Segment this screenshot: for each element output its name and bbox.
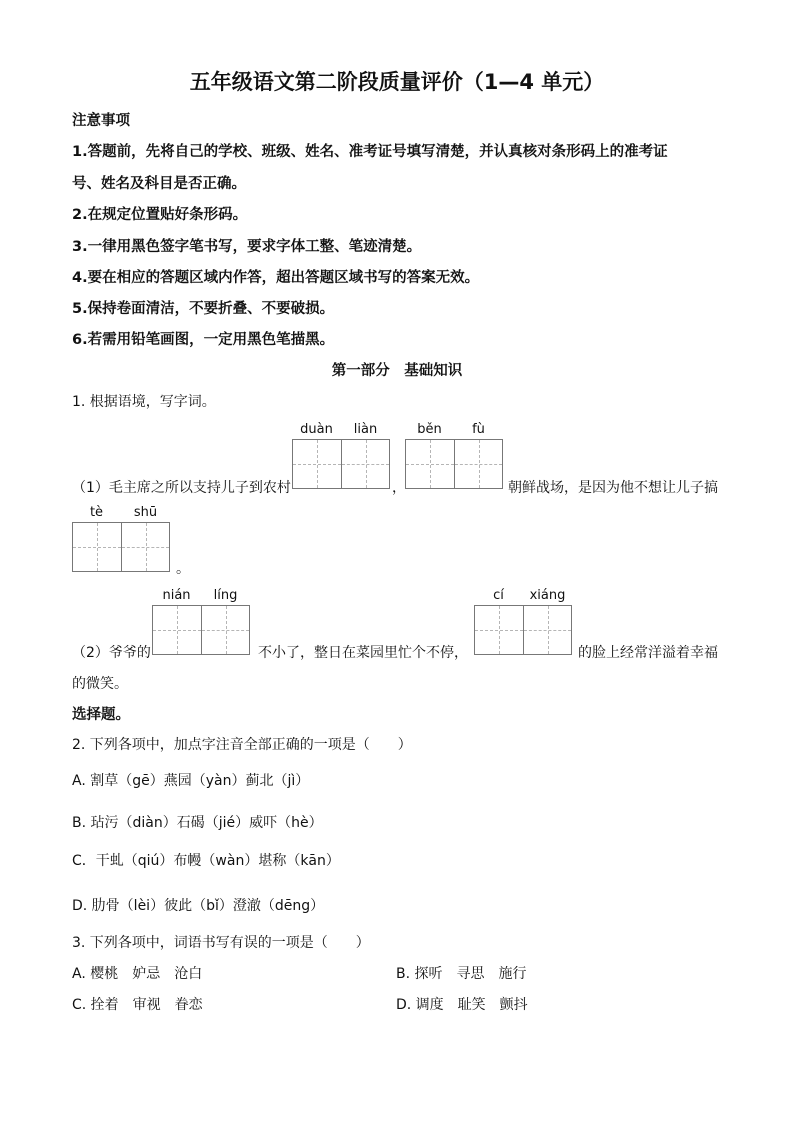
notice-heading: 注意事项 [72,113,130,129]
notice-item-4: 4.要在相应的答题区域内作答，超出答题区域书写的答案无效。 [72,270,480,286]
pinyin-nianling [152,588,250,603]
pinyin-syllable: líng [213,588,238,603]
q3-option-b[interactable]: B. 探听 寻思 施行 [396,966,527,982]
q1-s2-post: 的脸上经常洋溢着幸福 [578,645,718,661]
pinyin-syllable: xiáng [529,588,566,603]
notice-item-6: 6.若需用铅笔画图，一定用黑色笔描黑。 [72,332,335,348]
notice-item-1-cont: 号、姓名及科目是否正确。 [72,176,246,192]
q3-option-d[interactable]: D. 调度 耻笑 颤抖 [396,997,528,1013]
q1-stem: 1. 根据语境，写字词。 [72,394,216,410]
pinyin-syllable: liàn [353,422,378,437]
q2-option-d[interactable]: D. 肋骨（lèi）彼此（bǐ）澄澈（dēng） [72,898,325,914]
q1-s1-end: 。 [176,561,190,577]
write-box-nianling[interactable] [152,605,250,655]
tianzige-cell[interactable] [121,523,169,571]
notice-item-2: 2.在规定位置贴好条形码。 [72,207,248,223]
q2-option-a[interactable]: A. 割草（gē）燕园（yàn）蓟北（jì） [72,773,310,789]
tianzige-cell[interactable] [406,440,454,488]
q1-s2-pre: （2）爷爷的 [72,645,151,661]
pinyin-syllable: shū [133,505,158,520]
tianzige-cell[interactable] [73,523,121,571]
tianzige-cell[interactable] [153,606,201,654]
pinyin-benfu [405,422,503,437]
tianzige-cell[interactable] [341,440,389,488]
q1-s2-mid: 不小了，整日在菜园里忙个不停， [258,645,468,661]
pinyin-teshu [72,505,170,520]
tianzige-cell[interactable] [475,606,523,654]
pinyin-duanlian [292,422,390,437]
q2-option-c[interactable]: C．干虬（qiú）布幔（wàn）堪称（kān） [72,853,340,869]
tianzige-cell[interactable] [454,440,502,488]
pinyin-cixiang [474,588,572,603]
pinyin-syllable: cí [493,588,504,603]
notice-item-5: 5.保持卷面清洁，不要折叠、不要破损。 [72,301,335,317]
tianzige-cell[interactable] [201,606,249,654]
q1-s1-post: 朝鲜战场，是因为他不想让儿子搞 [508,480,718,496]
pinyin-syllable: běn [417,422,442,437]
write-box-cixiang[interactable] [474,605,572,655]
pinyin-syllable: duàn [300,422,333,437]
q2-stem: 2. 下列各项中，加点字注音全部正确的一项是（ ） [72,737,412,753]
q2-option-b[interactable]: B. 玷污（diàn）石碣（jié）威吓（hè） [72,815,323,831]
notice-item-3: 3.一律用黑色签字笔书写，要求字体工整、笔迹清楚。 [72,239,422,255]
q3-option-a[interactable]: A. 樱桃 妒忌 沧白 [72,966,203,982]
choice-heading: 选择题。 [72,707,130,723]
q1-s1-pre: （1）毛主席之所以支持儿子到农村 [72,480,291,496]
page-title: 五年级语文第二阶段质量评价（1—4 单元） [189,70,605,94]
section-heading: 第一部分 基础知识 [331,363,463,379]
write-box-benfu[interactable] [405,439,503,489]
write-box-teshu[interactable] [72,522,170,572]
tianzige-cell[interactable] [523,606,571,654]
pinyin-syllable: nián [162,588,191,603]
q3-stem: 3. 下列各项中，词语书写有误的一项是（ ） [72,935,370,951]
pinyin-syllable: fù [472,422,485,437]
q1-s2-end: 的微笑。 [72,676,128,692]
q3-option-c[interactable]: C. 拴着 审视 眷恋 [72,997,203,1013]
write-box-duanlian[interactable] [292,439,390,489]
notice-item-1: 1.答题前，先将自己的学校、班级、姓名、准考证号填写清楚，并认真核对条形码上的准考证 [72,144,668,160]
tianzige-cell[interactable] [293,440,341,488]
q1-s1-comma: ， [392,480,406,496]
pinyin-syllable: tè [89,505,104,520]
